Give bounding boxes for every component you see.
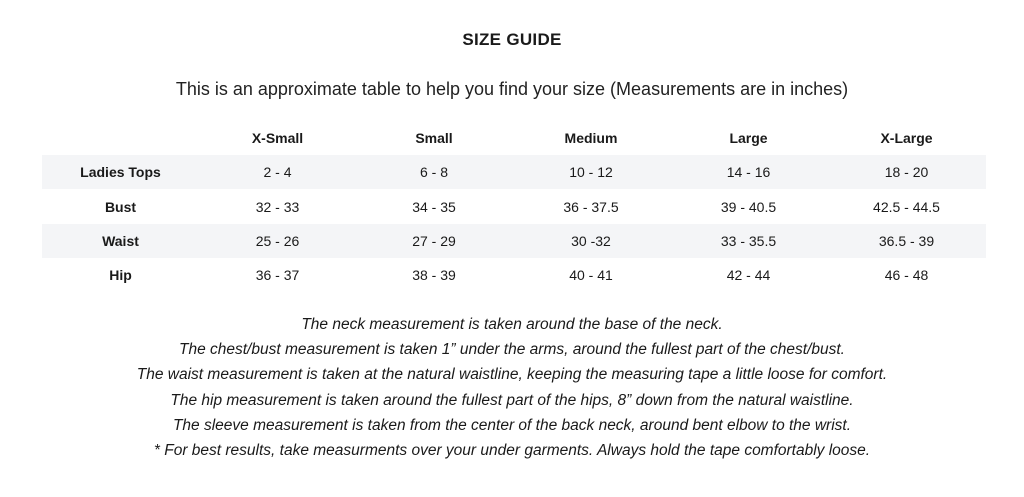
table-row	[42, 258, 986, 292]
table-cell: 38 - 39	[412, 267, 456, 284]
column-header-small: Small	[415, 129, 453, 146]
table-cell: 10 - 12	[569, 164, 613, 181]
measurement-notes	[0, 312, 1024, 463]
column-header-xlarge: X-Large	[880, 129, 933, 146]
table-row	[42, 189, 986, 223]
table-cell: 36 - 37	[255, 267, 300, 284]
note-best-results: * For best results, take measurments over your under garments. Always hold the tape comfortably loose.	[153, 441, 871, 459]
table-cell: 27 - 29	[412, 232, 456, 249]
table-cell: 42 - 44	[726, 267, 771, 284]
table-cell: 36 - 37.5	[563, 198, 619, 215]
row-label-bust: Bust	[104, 198, 137, 215]
note-hip: The hip measurement is taken around the fullest part of the hips, 8” down from the natural waistline.	[170, 391, 854, 409]
table-cell: 25 - 26	[255, 232, 300, 249]
column-header-large: Large	[729, 129, 768, 146]
table-cell: 2 - 4	[263, 164, 292, 181]
table-cell: 30 -32	[571, 232, 611, 249]
table-cell: 36.5 - 39	[878, 232, 935, 249]
table-cell: 34 - 35	[412, 198, 456, 215]
note-chest-bust: The chest/bust measurement is taken 1” under the arms, around the fullest part of the chest/bust.	[179, 341, 845, 359]
table-cell: 39 - 40.5	[720, 198, 777, 215]
column-header-xsmall: X-Small	[251, 129, 304, 146]
table-row	[42, 224, 986, 258]
table-row	[42, 155, 986, 189]
table-cell: 18 - 20	[884, 164, 929, 181]
table-cell: 33 - 35.5	[720, 232, 777, 249]
column-header-empty	[42, 120, 199, 155]
note-neck: The neck measurement is taken around the base of the neck.	[301, 316, 723, 333]
table-cell: 14 - 16	[726, 164, 771, 181]
table-header-row	[42, 120, 986, 155]
row-label-waist: Waist	[102, 232, 139, 249]
table-cell: 46 - 48	[884, 267, 929, 284]
table-cell: 32 - 33	[255, 198, 300, 215]
size-table	[42, 120, 986, 293]
column-header-medium: Medium	[564, 129, 618, 146]
page-subtitle: This is an approximate table to help you find your size (Measurements are in inches)	[175, 79, 849, 99]
page-title: SIZE GUIDE	[462, 30, 562, 49]
table-cell: 40 - 41	[569, 267, 613, 284]
row-label-ladies-tops: Ladies Tops	[80, 164, 161, 181]
note-sleeve: The sleeve measurement is taken from the center of the back neck, around bent elbow to the wrist.	[172, 416, 852, 434]
row-label-hip: Hip	[109, 267, 132, 284]
table-cell: 6 - 8	[419, 164, 448, 181]
note-waist: The waist measurement is taken at the natural waistline, keeping the measuring tape a little loose for comfort.	[136, 366, 888, 384]
table-cell: 42.5 - 44.5	[873, 198, 940, 215]
